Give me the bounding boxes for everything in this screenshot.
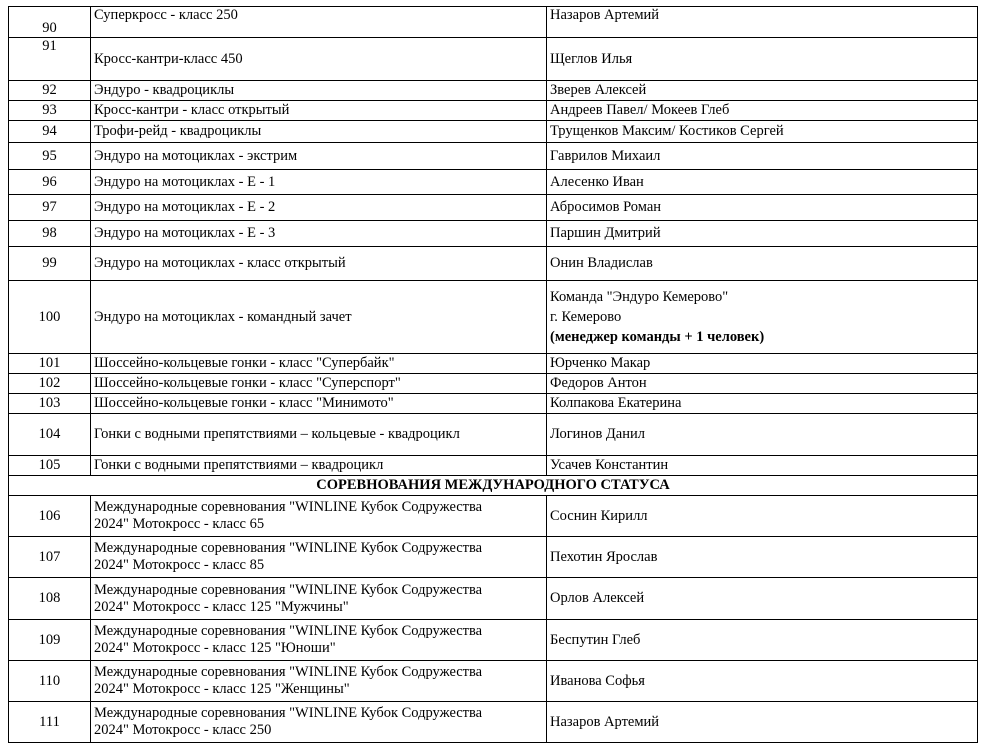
event-cell xyxy=(91,578,547,620)
row-number: 97 xyxy=(9,195,91,221)
event-line: 2024" Мотокросс - класс 250 xyxy=(94,722,272,738)
event-line: Международные соревнования "WINLINE Кубок Содружества xyxy=(94,705,483,721)
person-cell: Гаврилов Михаил xyxy=(547,143,978,170)
person-cell: Андреев Павел/ Мокеев Глеб xyxy=(547,101,978,121)
row-number: 105 xyxy=(9,456,91,476)
person-cell: Логинов Данил xyxy=(547,414,978,456)
row-number: 93 xyxy=(9,101,91,121)
event-cell: Кросс-кантри-класс 450 xyxy=(91,38,547,81)
event-cell xyxy=(91,702,547,743)
person-cell: Соснин Кирилл xyxy=(547,496,978,537)
table-row xyxy=(9,620,978,661)
row-number: 99 xyxy=(9,247,91,281)
event-cell: Шоссейно-кольцевые гонки - класс "Суперспорт" xyxy=(91,374,547,394)
table-row xyxy=(9,143,978,170)
person-cell: Усачев Константин xyxy=(547,456,978,476)
table-row xyxy=(9,374,978,394)
event-cell: Гонки с водными препятствиями – квадроцикл xyxy=(91,456,547,476)
event-cell: Эндуро на мотоциклах - Е - 1 xyxy=(91,170,547,195)
table-row xyxy=(9,456,978,476)
table-row xyxy=(9,702,978,743)
team-city: г. Кемерово xyxy=(550,309,622,325)
table-row xyxy=(9,221,978,247)
event-cell: Шоссейно-кольцевые гонки - класс "Минимото" xyxy=(91,394,547,414)
assignments-table xyxy=(8,6,978,743)
row-number: 104 xyxy=(9,414,91,456)
event-cell xyxy=(91,620,547,661)
table-row xyxy=(9,7,978,38)
table-row xyxy=(9,247,978,281)
event-cell: Кросс-кантри - класс открытый xyxy=(91,101,547,121)
event-line: Международные соревнования "WINLINE Кубок Содружества xyxy=(94,499,483,515)
table-row xyxy=(9,281,978,354)
row-number: 91 xyxy=(9,38,91,81)
table-row xyxy=(9,121,978,143)
table-row xyxy=(9,414,978,456)
row-number: 109 xyxy=(9,620,91,661)
event-cell: Гонки с водными препятствиями – кольцевые - квадроцикл xyxy=(91,414,547,456)
row-number: 111 xyxy=(9,702,91,743)
event-cell xyxy=(91,537,547,578)
person-cell xyxy=(547,281,978,354)
person-cell: Онин Владислав xyxy=(547,247,978,281)
event-cell: Шоссейно-кольцевые гонки - класс "Супербайк" xyxy=(91,354,547,374)
row-number: 102 xyxy=(9,374,91,394)
event-line: 2024" Мотокросс - класс 65 xyxy=(94,516,265,532)
row-number: 98 xyxy=(9,221,91,247)
person-cell: Иванова Софья xyxy=(547,661,978,702)
table-row xyxy=(9,170,978,195)
person-cell: Федоров Антон xyxy=(547,374,978,394)
row-number: 100 xyxy=(9,281,91,354)
event-line: Международные соревнования "WINLINE Кубок Содружества xyxy=(94,664,483,680)
table-row xyxy=(9,354,978,374)
event-cell: Эндуро на мотоциклах - Е - 3 xyxy=(91,221,547,247)
table-row xyxy=(9,578,978,620)
person-cell: Назаров Артемий xyxy=(547,702,978,743)
person-cell: Беспутин Глеб xyxy=(547,620,978,661)
person-cell: Орлов Алексей xyxy=(547,578,978,620)
event-cell: Эндуро на мотоциклах - Е - 2 xyxy=(91,195,547,221)
row-number: 96 xyxy=(9,170,91,195)
team-note: (менеджер команды + 1 человек) xyxy=(550,329,765,345)
person-cell: Абросимов Роман xyxy=(547,195,978,221)
person-cell: Щеглов Илья xyxy=(547,38,978,81)
row-number: 107 xyxy=(9,537,91,578)
event-cell: Трофи-рейд - квадроциклы xyxy=(91,121,547,143)
event-cell: Эндуро - квадроциклы xyxy=(91,81,547,101)
team-name: Команда "Эндуро Кемерово" xyxy=(550,289,729,305)
event-line: 2024" Мотокросс - класс 125 "Юноши" xyxy=(94,640,336,656)
person-cell: Юрченко Макар xyxy=(547,354,978,374)
person-cell: Зверев Алексей xyxy=(547,81,978,101)
row-number: 92 xyxy=(9,81,91,101)
person-cell: Алесенко Иван xyxy=(547,170,978,195)
event-line: Международные соревнования "WINLINE Кубок Содружества xyxy=(94,623,483,639)
row-number: 101 xyxy=(9,354,91,374)
event-line: 2024" Мотокросс - класс 125 "Мужчины" xyxy=(94,598,349,615)
person-cell: Назаров Артемий xyxy=(547,7,978,38)
table-row xyxy=(9,81,978,101)
event-cell: Эндуро на мотоциклах - командный зачет xyxy=(91,281,547,354)
event-cell: Эндуро на мотоциклах - класс открытый xyxy=(91,247,547,281)
event-line: Международные соревнования "WINLINE Кубок Содружества xyxy=(94,581,483,598)
event-line: 2024" Мотокросс - класс 85 xyxy=(94,557,265,573)
person-cell: Паршин Дмитрий xyxy=(547,221,978,247)
row-number: 106 xyxy=(9,496,91,537)
table-row xyxy=(9,394,978,414)
row-number: 108 xyxy=(9,578,91,620)
table-row xyxy=(9,101,978,121)
table-row xyxy=(9,537,978,578)
section-header-row xyxy=(9,476,978,496)
table-row xyxy=(9,195,978,221)
row-number: 95 xyxy=(9,143,91,170)
event-cell: Эндуро на мотоциклах - экстрим xyxy=(91,143,547,170)
person-cell: Трущенков Максим/ Костиков Сергей xyxy=(547,121,978,143)
event-cell xyxy=(91,661,547,702)
table-row xyxy=(9,496,978,537)
table-row xyxy=(9,38,978,81)
row-number: 110 xyxy=(9,661,91,702)
section-title: СОРЕВНОВАНИЯ МЕЖДУНАРОДНОГО СТАТУСА xyxy=(9,476,978,496)
person-cell: Пехотин Ярослав xyxy=(547,537,978,578)
event-cell xyxy=(91,496,547,537)
person-cell: Колпакова Екатерина xyxy=(547,394,978,414)
row-number: 94 xyxy=(9,121,91,143)
event-line: 2024" Мотокросс - класс 125 "Женщины" xyxy=(94,681,350,697)
event-line: Международные соревнования "WINLINE Кубок Содружества xyxy=(94,540,483,556)
row-number: 90 xyxy=(9,7,91,38)
table-row xyxy=(9,661,978,702)
event-cell: Суперкросс - класс 250 xyxy=(91,7,547,38)
row-number: 103 xyxy=(9,394,91,414)
